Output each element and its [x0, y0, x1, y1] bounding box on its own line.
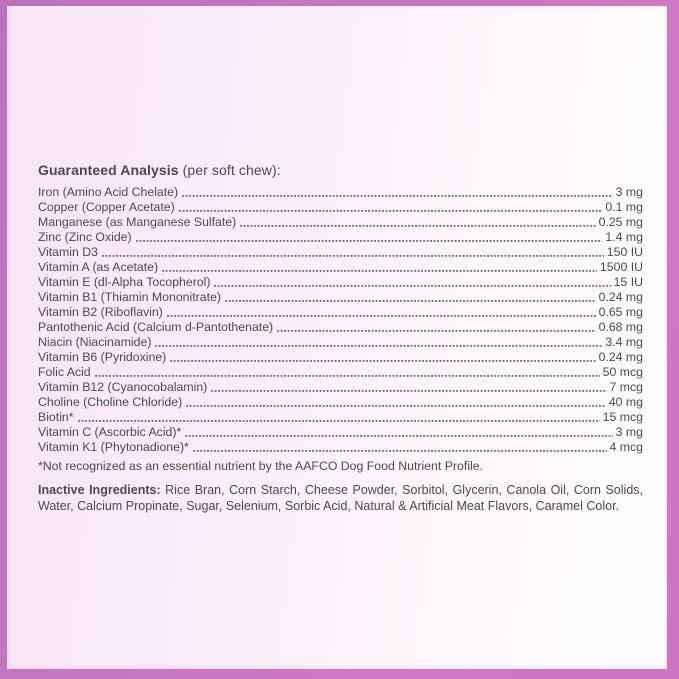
nutrient-value: 0.24 mg	[598, 290, 643, 304]
nutrient-value: 0.68 mg	[598, 320, 643, 334]
analysis-row	[38, 395, 643, 410]
dot-leader	[162, 260, 597, 275]
analysis-row	[38, 320, 643, 335]
analysis-row	[38, 185, 643, 200]
analysis-row	[38, 425, 643, 440]
nutrient-value: 1.4 mg	[605, 230, 643, 244]
dot-leader	[185, 425, 612, 440]
dot-leader	[277, 320, 595, 335]
nutrient-value: 0.65 mg	[598, 305, 643, 319]
dot-leader	[170, 350, 595, 365]
nutrient-name: Biotin*	[38, 410, 74, 424]
nutrient-name: Vitamin B2 (Riboflavin)	[38, 305, 163, 319]
analysis-row	[38, 200, 643, 215]
dot-leader	[78, 410, 600, 425]
nutrient-name: Vitamin B6 (Pyridoxine)	[38, 350, 167, 364]
nutrient-value: 40 mg	[608, 395, 643, 409]
dot-leader	[167, 305, 596, 320]
nutrient-name: Niacin (Niacinamide)	[38, 335, 152, 349]
dot-leader	[186, 395, 606, 410]
analysis-row	[38, 245, 643, 260]
nutrient-name: Folic Acid	[38, 365, 91, 379]
nutrient-value: 15 mcg	[602, 410, 643, 424]
dot-leader	[179, 200, 603, 215]
dot-leader	[95, 365, 600, 380]
nutrient-name: Choline (Choline Chloride)	[38, 395, 183, 409]
nutrient-name: Vitamin B1 (Thiamin Mononitrate)	[38, 290, 221, 304]
nutrient-value: 50 mcg	[602, 365, 643, 379]
analysis-row	[38, 380, 643, 395]
analysis-row	[38, 215, 643, 230]
analysis-row	[38, 440, 643, 455]
inactive-ingredients-label: Inactive Ingredients:	[38, 483, 161, 497]
dot-leader	[102, 245, 604, 260]
dot-leader	[155, 335, 602, 350]
nutrient-value: 150 IU	[606, 245, 643, 259]
nutrient-value: 1500 IU	[599, 260, 643, 274]
section-title-suffix: (per soft chew):	[178, 162, 281, 178]
nutrient-name: Manganese (as Manganese Sulfate)	[38, 215, 237, 229]
dot-leader	[136, 230, 603, 245]
label-panel	[7, 6, 667, 669]
guaranteed-analysis-section	[38, 162, 643, 514]
analysis-row	[38, 275, 643, 290]
nutrient-name: Zinc (Zinc Oxide)	[38, 230, 132, 244]
analysis-row	[38, 410, 643, 425]
nutrient-name: Pantothenic Acid (Calcium d-Pantothenate)	[38, 320, 274, 334]
analysis-row	[38, 365, 643, 380]
dot-leader	[211, 380, 606, 395]
section-heading	[38, 162, 643, 179]
aafco-footnote: *Not recognized as an essential nutrient by the AAFCO Dog Food Nutrient Profile.	[38, 459, 483, 473]
analysis-row	[38, 335, 643, 350]
nutrient-value: 3 mg	[615, 425, 643, 439]
nutrient-value: 0.1 mg	[605, 200, 643, 214]
nutrient-name: Vitamin E (dl-Alpha Tocopherol)	[38, 275, 211, 289]
nutrient-name: Vitamin D3	[38, 245, 98, 259]
nutrient-name: Copper (Copper Acetate)	[38, 200, 175, 214]
dot-leader	[214, 275, 610, 290]
analysis-row	[38, 290, 643, 305]
inactive-ingredients	[38, 483, 643, 514]
nutrient-value: 0.25 mg	[598, 215, 643, 229]
section-title: Guaranteed Analysis	[38, 162, 179, 178]
nutrient-value: 3.4 mg	[605, 335, 643, 349]
dot-leader	[225, 290, 596, 305]
nutrient-name: Iron (Amino Acid Chelate)	[38, 185, 179, 199]
analysis-row	[38, 230, 643, 245]
analysis-row	[38, 305, 643, 320]
nutrient-value: 7 mcg	[609, 380, 643, 394]
nutrient-value: 3 mg	[615, 185, 643, 199]
analysis-row	[38, 260, 643, 275]
nutrient-value: 15 IU	[613, 275, 643, 289]
inactive-ingredients-text: Rice Bran, Corn Starch, Cheese Powder, Sorbitol, Glycerin, Canola Oil, Corn Solids, Water, Calcium Propinate, Sugar, Selenium, Sorbic Acid, Natural & Artificial Meat Flavors, Caramel Color.	[38, 483, 643, 513]
nutrient-name: Vitamin C (Ascorbic Acid)*	[38, 425, 182, 439]
nutrient-name: Vitamin A (as Acetate)	[38, 260, 159, 274]
dot-leader	[182, 185, 613, 200]
dot-leader	[240, 215, 595, 230]
nutrient-value: 4 mcg	[609, 440, 643, 454]
analysis-row	[38, 350, 643, 365]
nutrient-value: 0.24 mg	[598, 350, 643, 364]
analysis-table	[38, 185, 643, 455]
nutrient-name: Vitamin K1 (Phytonadione)*	[38, 440, 189, 454]
dot-leader	[193, 440, 607, 455]
nutrient-name: Vitamin B12 (Cyanocobalamin)	[38, 380, 208, 394]
